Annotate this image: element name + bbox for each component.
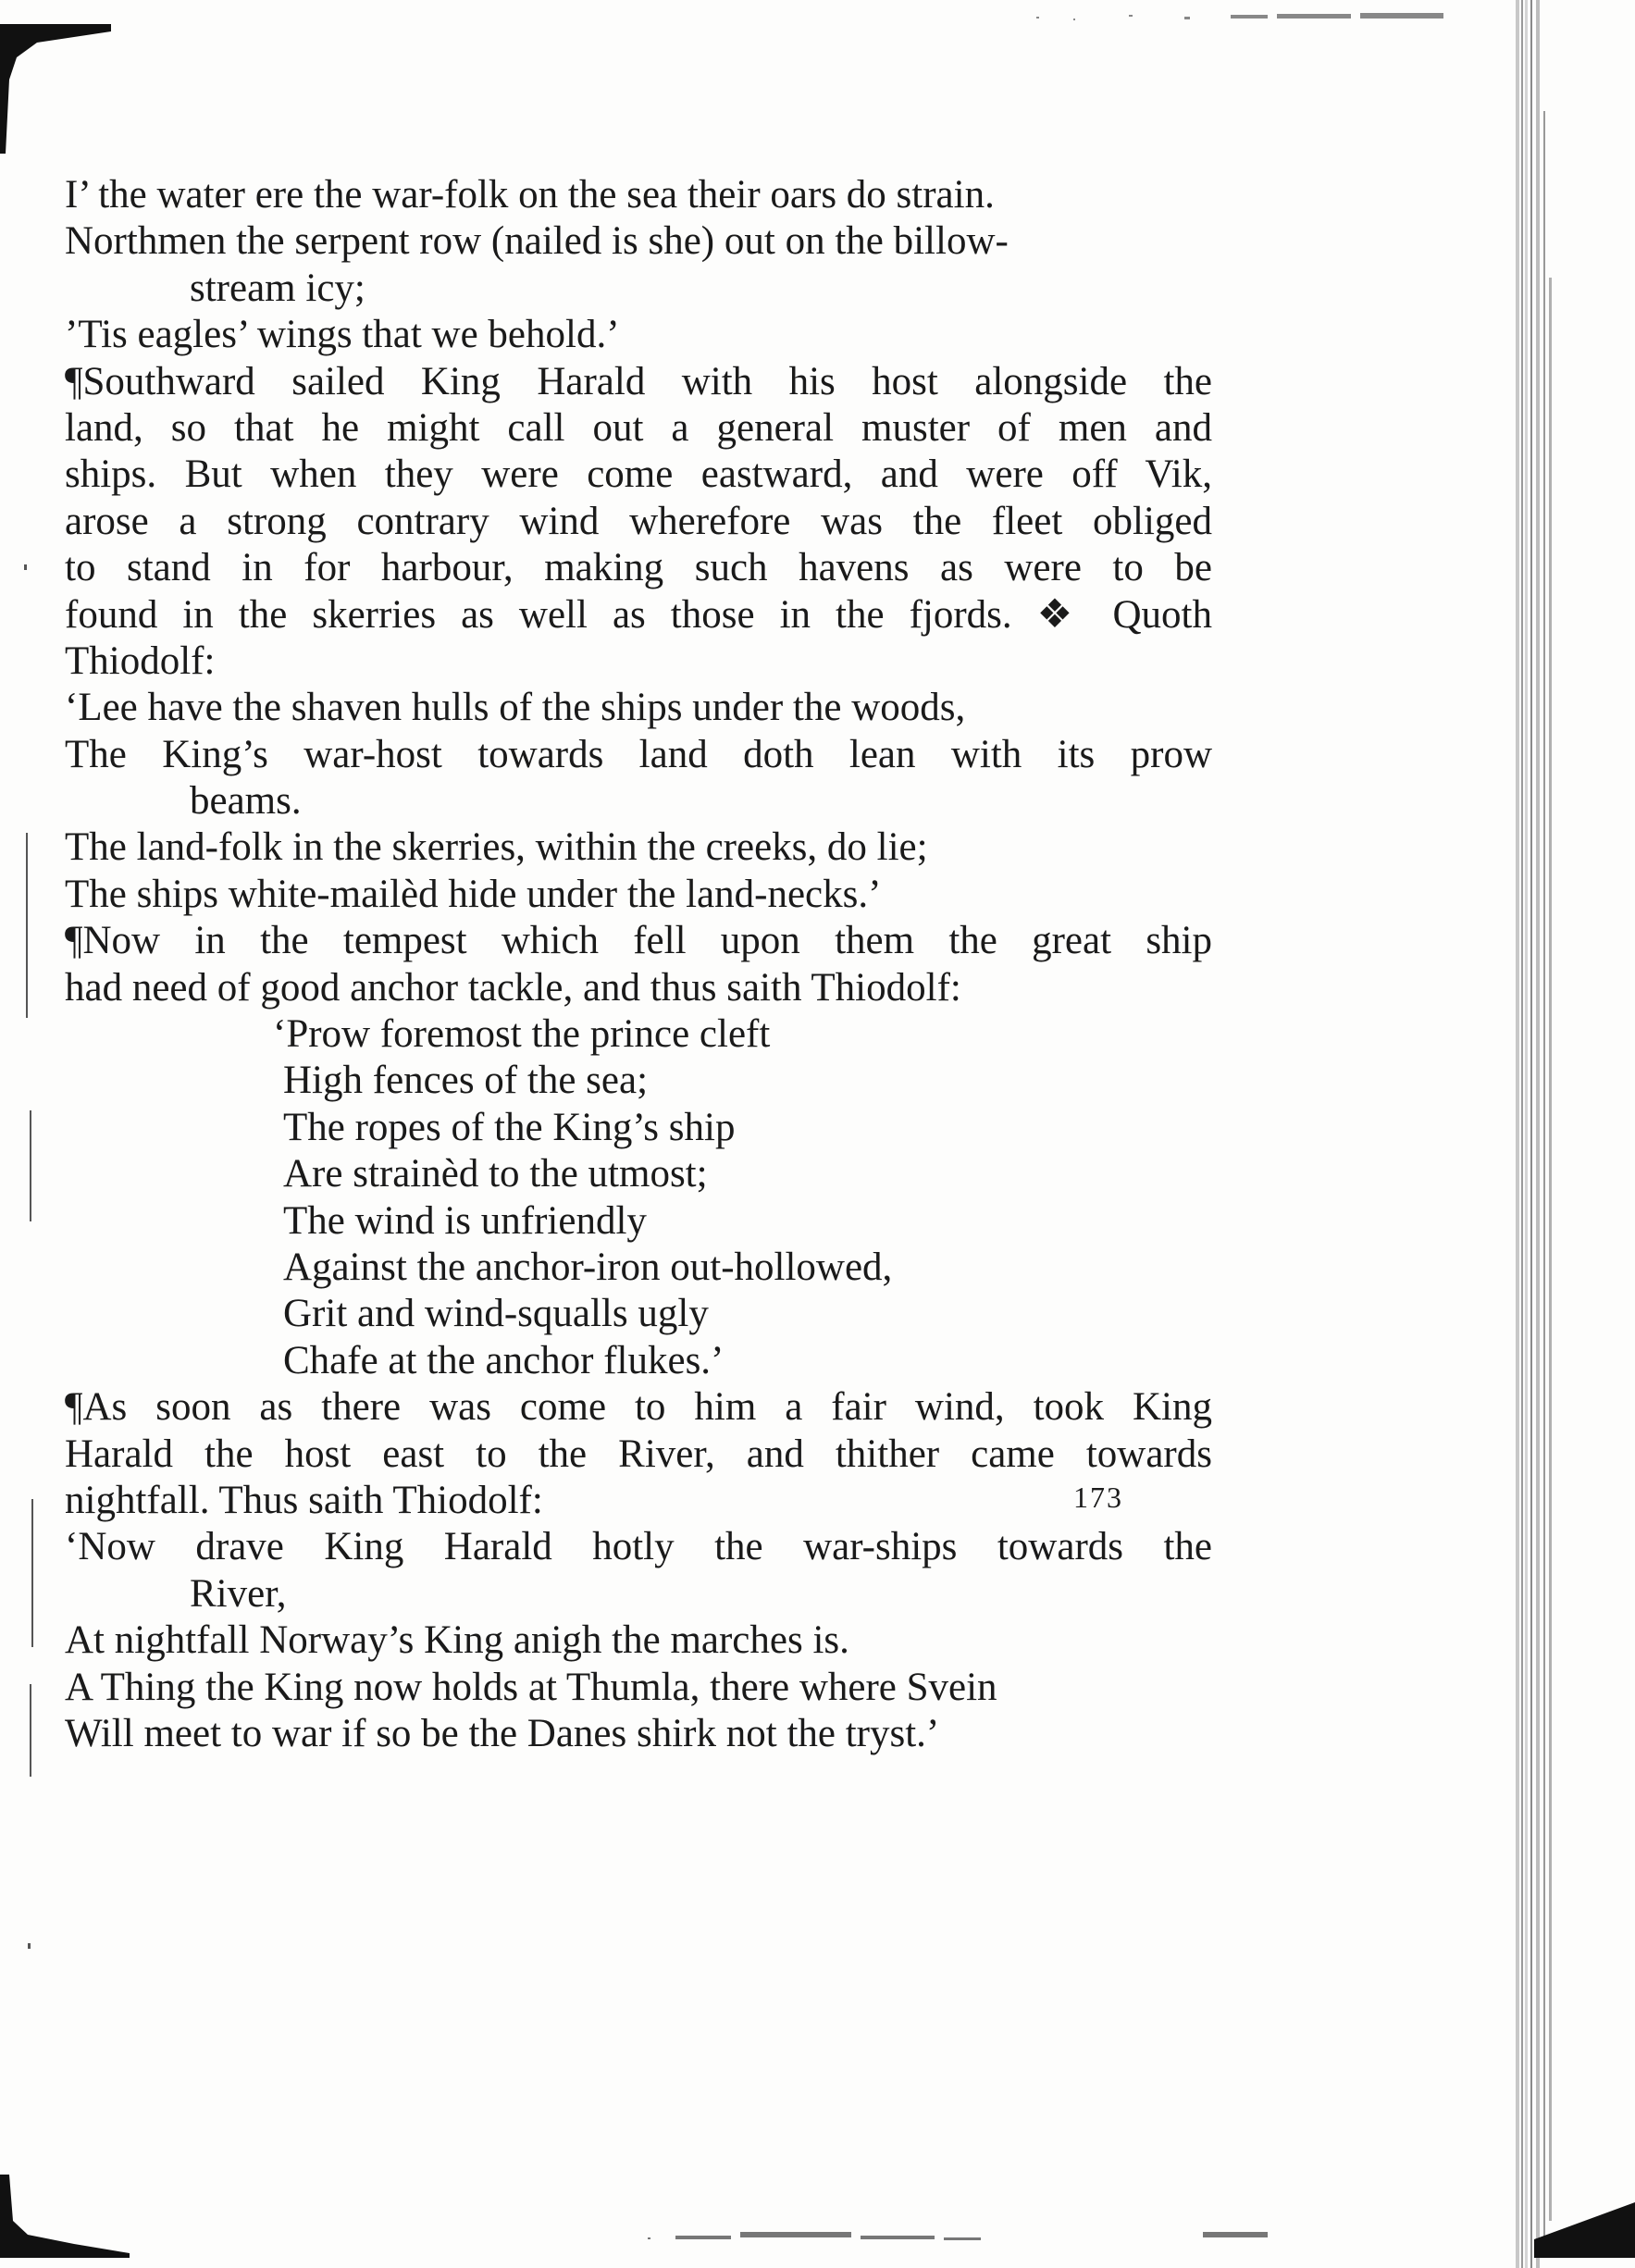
text-line: nightfall. Thus saith Thiodolf: xyxy=(65,1478,543,1522)
text-line-verse: The ships white-mailèd hide under the land-necks.’ xyxy=(65,872,882,916)
text-line-paragraph-start: ¶As soon as there was come to him a fair wind, took King xyxy=(65,1385,1212,1430)
text-line-verse: ‘Lee have the shaven hulls of the ships under the woods, xyxy=(65,686,966,730)
text-line-verse: Against the anchor-iron out-hollowed, xyxy=(283,1245,893,1289)
text-line-verse: High fences of the sea; xyxy=(283,1059,649,1103)
scan-corner-mark-bottom-left xyxy=(0,2165,130,2258)
text-line-verse: Will meet to war if so be the Danes shirk not the tryst.’ xyxy=(65,1711,940,1755)
text-line-runover: beams. xyxy=(190,779,302,824)
text-line-verse: ‘Now drave King Harald hotly the war-ships towards the xyxy=(65,1525,1212,1569)
scan-corner-mark-top-left xyxy=(0,24,111,154)
text-line: land, so that he might call out a general muster of men and xyxy=(65,405,1212,450)
text-line-verse: The wind is unfriendly xyxy=(283,1198,647,1243)
text-line-runover: stream icy; xyxy=(190,266,365,310)
text-line: to stand in for harbour, making such havens as were to be xyxy=(65,546,1212,590)
text-line-verse: Are strainèd to the utmost; xyxy=(283,1152,708,1196)
text-line-runover: River, xyxy=(190,1571,287,1616)
scan-noise-bottom xyxy=(638,2221,1305,2249)
text-line: had need of good anchor tackle, and thus saith Thiodolf: xyxy=(65,965,961,1010)
text-line-verse: The land-folk in the skerries, within the creeks, do lie; xyxy=(65,825,928,870)
text-line: Harald the host east to the River, and thither came towards xyxy=(65,1431,1212,1476)
text-line: ships. But when they were come eastward, and were off Vik, xyxy=(65,452,1212,497)
text-line-verse: A Thing the King now holds at Thumla, there where Svein xyxy=(65,1665,997,1709)
text-line-paragraph-start: ¶Now in the tempest which fell upon them the great ship xyxy=(65,919,1212,963)
text-line-paragraph-start: ¶Southward sailed King Harald with his host alongside the xyxy=(65,359,1212,403)
text-line-verse: The ropes of the King’s ship xyxy=(283,1105,736,1149)
scan-page-edge-right xyxy=(1516,0,1635,2268)
scan-noise-top xyxy=(1018,9,1453,46)
text-line-verse: Grit and wind-squalls ugly xyxy=(283,1292,709,1336)
text-line: Thiodolf: xyxy=(65,638,216,683)
text-line-verse: ‘Prow foremost the prince cleft xyxy=(273,1012,771,1057)
text-line: arose a strong contrary wind wherefore was the fleet obliged xyxy=(65,499,1212,543)
text-line: Northmen the serpent row (nailed is she) out on the billow- xyxy=(65,219,1009,264)
text-line: found in the skerries as well as those in the fjords. ❖ Quoth xyxy=(65,592,1212,637)
body-text xyxy=(65,172,1221,1757)
scan-margin-marks-left xyxy=(19,278,37,2036)
text-line-verse: At nightfall Norway’s King anigh the marches is. xyxy=(65,1618,849,1663)
page-number: 173 xyxy=(1073,1481,1123,1514)
text-line: ’Tis eagles’ wings that we behold.’ xyxy=(65,313,620,357)
text-line: I’ the water ere the war-folk on the sea their oars do strain. xyxy=(65,173,995,217)
text-line-verse: The King’s war-host towards land doth lean with its prow xyxy=(65,732,1212,776)
text-line-verse: Chafe at the anchor flukes.’ xyxy=(283,1338,725,1382)
